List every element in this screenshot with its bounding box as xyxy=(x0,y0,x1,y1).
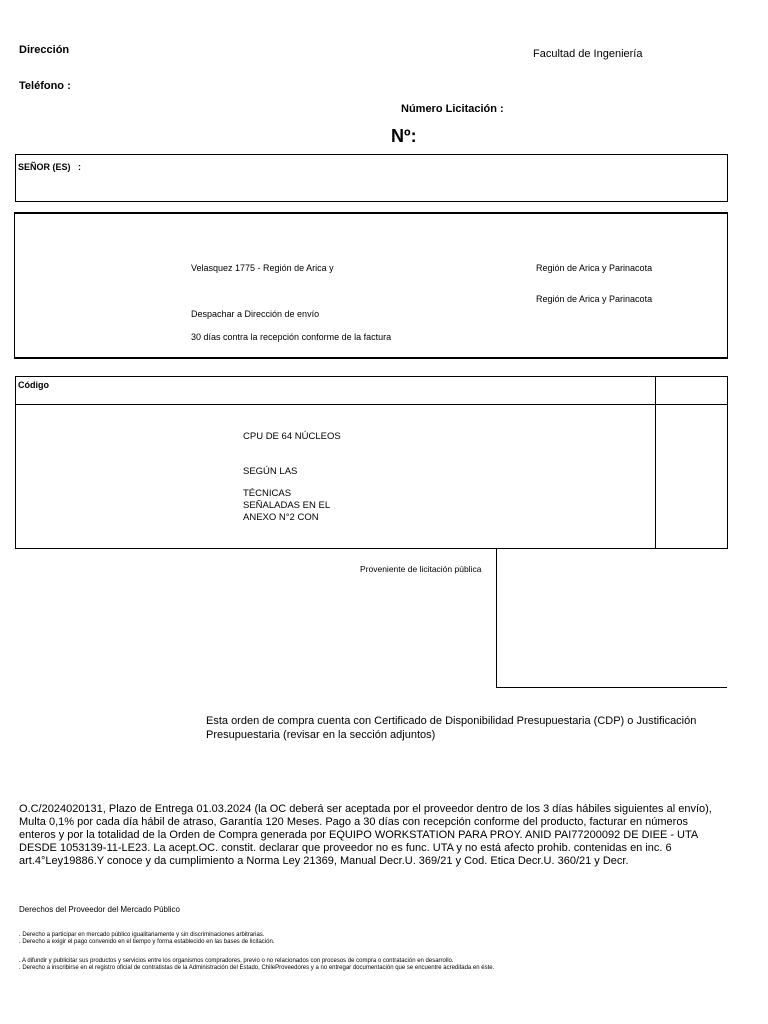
payment-terms: 30 días contra la recepción conforme de la factura xyxy=(191,332,392,342)
licitacion-label: Número Licitación : xyxy=(401,103,504,115)
numero-label: Nº: xyxy=(391,126,417,146)
shipping-region: Región de Arica y Parinacota xyxy=(536,263,653,273)
despachar-text: Despachar a Dirección de envío xyxy=(191,309,320,319)
faculty-name: Facultad de Ingeniería xyxy=(533,48,643,60)
shipping-box xyxy=(14,212,728,359)
item-desc-line4: SEÑALADAS EN EL xyxy=(243,500,331,511)
item-desc-line5: ANEXO N°2 CON xyxy=(243,512,319,523)
observations-text: O.C/2024020131, Plazo de Entrega 01.03.2024 (la OC deberá ser aceptada por el proveedor dentro de los 3 días hábiles siguientes al envío), Multa 0,1% por cada día hábil de atraso, Garantía 120 Meses. Pago a 30 días con recepción conforme del producto, facturar en números enteros y por la totalidad de la Orden de Compra generada por EQUIPO WORKSTATION PARA PROY. ANID PAI77200092 DE DIEE - UTA DESDE 1053139-11-LE23. La acept.OC. constit. declarar que proveedor no es func. UTA y no está afecto prohib. contenidas en inc. 6 art.4°Ley19886.Y conoce y da cumplimiento a Norma Ley 21369, Manual Decr.U. 369/21 y Cod. Etica Decr.U. 360/21 y Decr. xyxy=(19,803,712,867)
codigo-label: Código xyxy=(18,380,49,390)
right-2: . Derecho a exigir el pago convenido en el tiempo y forma establecido en las bases de licitación. xyxy=(19,939,275,945)
right-3: . A difundir y publicitar sus productos y servicios entre los organismos compradores, previo o no relacionados con procesos de compra o contratación en desarrollo. xyxy=(19,958,454,964)
origin-text: Proveniente de licitación pública xyxy=(360,564,482,574)
items-table xyxy=(15,376,728,549)
rights-title: Derechos del Proveedor del Mercado Público xyxy=(19,905,180,914)
item-desc-line1: CPU DE 64 NÚCLEOS xyxy=(243,431,341,442)
billing-region: Región de Arica y Parinacota xyxy=(536,294,653,304)
right-4: . Derecho a inscribirse en el registro oficial de contratistas de la Administración del Estado, ChileProveedores y a no entregar documentación que se encuentre acreditada en éste. xyxy=(19,965,495,971)
totals-box xyxy=(496,549,727,688)
senor-box xyxy=(15,154,728,202)
item-desc-line2: SEGÚN LAS xyxy=(243,466,298,477)
telefono-label: Teléfono : xyxy=(19,80,71,92)
item-desc-line3: TÉCNICAS xyxy=(243,488,292,499)
senor-label: SEÑOR (ES) : xyxy=(18,162,82,172)
direccion-label: Dirección xyxy=(19,44,70,56)
items-column-divider xyxy=(655,377,656,548)
right-1: . Derecho a participar en mercado público igualitariamente y sin discriminaciones arbitrarias. xyxy=(19,932,265,938)
items-header-divider xyxy=(16,404,727,405)
shipping-address: Velasquez 1775 - Región de Arica y xyxy=(191,263,334,273)
cdp-note: Esta orden de compra cuenta con Certificado de Disponibilidad Presupuestaria (CDP) o Justificación Presupuestaria (revisar en la sección adjuntos) xyxy=(206,715,697,741)
